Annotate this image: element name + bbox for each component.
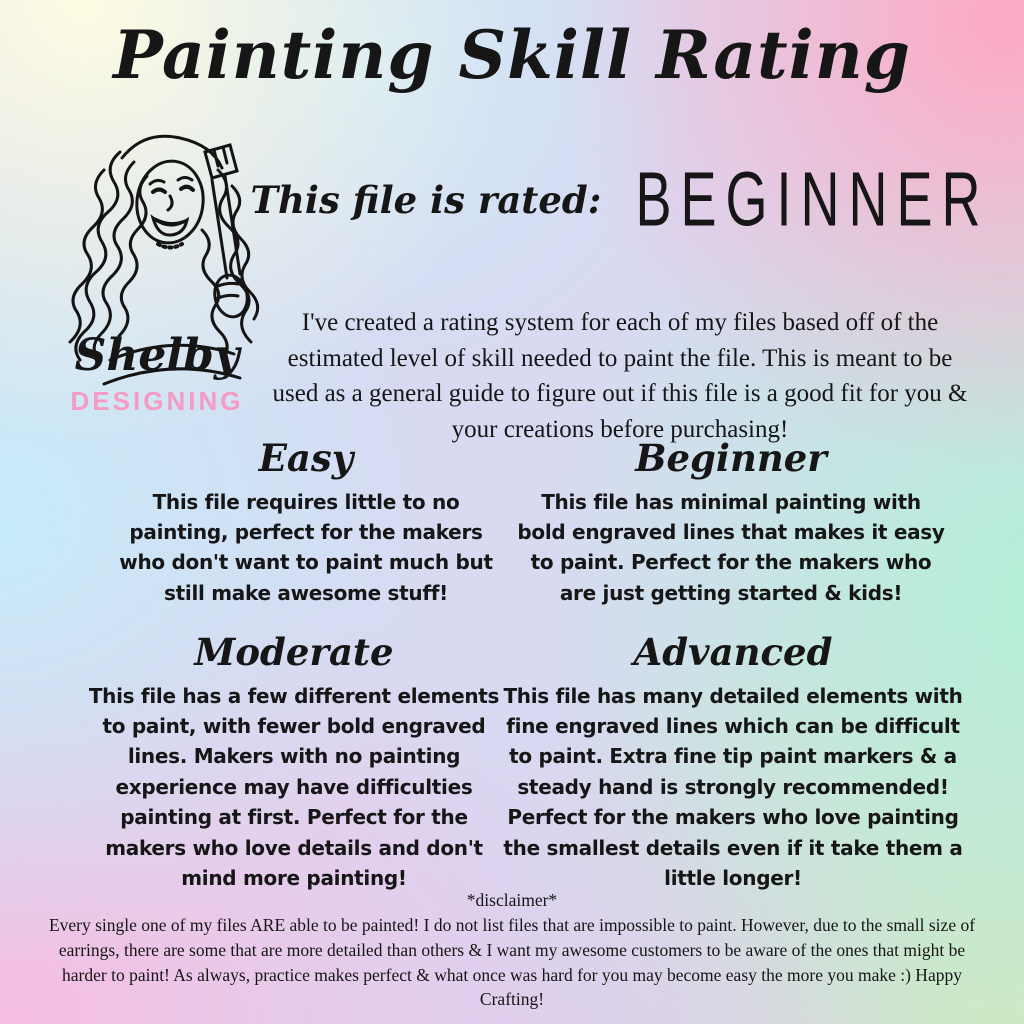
level-name: Easy: [258, 436, 354, 480]
level-name: Advanced: [633, 630, 833, 674]
level-name: Beginner: [635, 436, 827, 480]
disclaimer: [37, 888, 987, 1012]
level-card-moderate: [78, 632, 510, 893]
artist-portrait-icon: [42, 110, 272, 432]
disclaimer-text: Every single one of my files ARE able to be painted! I do not list files that are impossible to paint. However, due to the small size of earrings, there are some that are more detailed than others & I want my awesome customers to be aware of the ones that might be harder to paint! As always, practice makes perfect & what once was hard for you may become easy the more you make :) Happy Crafting!: [48, 914, 976, 1010]
brand-logo: [42, 110, 272, 432]
rating-callout: [250, 150, 990, 250]
logo-name-script: Shelby: [74, 330, 240, 381]
disclaimer-header: *disclaimer*: [466, 890, 558, 910]
rating-label: This file is rated:: [250, 178, 602, 222]
level-description: This file has a few different elements to paint, with fewer bold engraved lines. Makers with no painting experience may have difficulties painting at first. Perfect for the makers who love details and don't mind more painting!: [88, 683, 500, 891]
level-card-easy: [110, 438, 502, 608]
level-description: This file has minimal painting with bold engraved lines that makes it easy to paint. Perfect for the makers who are just getting started & kids!: [517, 489, 945, 605]
level-card-beginner: [516, 438, 946, 608]
level-card-advanced: [497, 632, 969, 893]
level-description: This file requires little to no painting, perfect for the makers who don't want to paint much but still make awesome stuff!: [119, 489, 493, 605]
logo-name-caps: DESIGNING: [70, 386, 244, 416]
intro-paragraph: I've created a rating system for each of my files based off of the estimated level of skill needed to paint the file. This is meant to be used as a general guide to figure out if this file is a good fit for you & your creations before purchasing!: [272, 309, 968, 443]
level-name: Moderate: [194, 630, 394, 674]
page-title: Painting Skill Rating: [113, 16, 911, 94]
rating-value: BEGINNER: [635, 157, 990, 243]
level-description: This file has many detailed elements with fine engraved lines which can be difficult to paint. Extra fine tip paint markers & a steady hand is strongly recommended! Perfect for the makers who love painting the smallest details even if it take them a little longer!: [503, 683, 963, 891]
